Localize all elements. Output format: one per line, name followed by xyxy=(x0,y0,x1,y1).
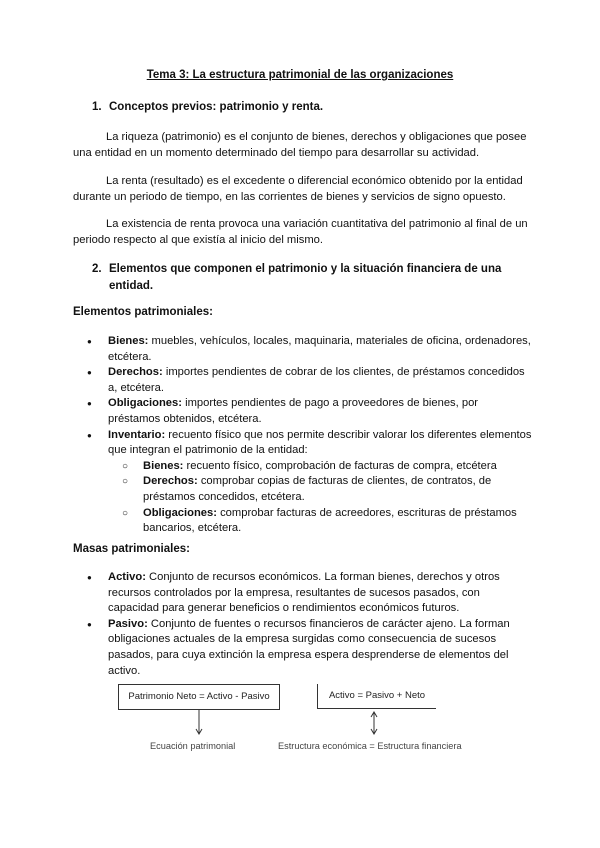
definition: importes pendientes de pago a proveedores de bienes, por préstamos obtenidos, etcétera. xyxy=(108,397,479,425)
definition: Conjunto de recursos económicos. La forman bienes, derechos y otros recursos controlados por la empresa, resultantes de sucesos pasados, con capacidad para generar beneficios o rendimientos económicos futuros. xyxy=(108,571,500,615)
term: Inventario: xyxy=(108,428,166,441)
section-2-title-line2: entidad. xyxy=(109,280,154,292)
term: Bienes: xyxy=(108,335,149,347)
section-2-number: 2. xyxy=(92,263,102,275)
caption-estructura: Estructura económica = Estructura financiera xyxy=(278,741,462,751)
term: Derechos: xyxy=(143,475,198,488)
definition: comprobar facturas de acreedores, escrituras de préstamos bancarios, etcétera. xyxy=(143,506,517,535)
paragraph-patrimonio: La riqueza (patrimonio) es el conjunto de bienes, derechos y obligaciones que posee una entidad en un momento determinado del tiempo para desarrollar su actividad. xyxy=(73,131,527,159)
double-arrow xyxy=(371,712,377,734)
term: Pasivo: xyxy=(108,617,148,630)
definition: muebles, vehículos, locales, maquinaria, materiales de oficina, ordenadores, etcétera. xyxy=(108,335,531,363)
down-arrow xyxy=(196,710,202,734)
equation-box-patrimonio: Patrimonio Neto = Activo - Pasivo xyxy=(118,684,280,710)
term: Bienes: xyxy=(143,459,184,472)
elementos-heading: Elementos patrimoniales: xyxy=(73,306,213,318)
term: Derechos: xyxy=(108,366,163,379)
equation-box-activo: Activo = Pasivo + Neto xyxy=(317,684,436,709)
term: Obligaciones: xyxy=(143,506,217,519)
definition: recuento físico que nos permite describir valorar los diferentes elementos que integran el patrimonio de la entidad: xyxy=(108,428,532,457)
term: Activo: xyxy=(108,571,146,583)
paragraph-variacion: La existencia de renta provoca una variación cuantitativa del patrimonio al final de un periodo respecto al que existía al inicio del mismo. xyxy=(73,218,528,246)
section-2-title-line1: Elementos que componen el patrimonio y la situación financiera de una xyxy=(109,263,502,275)
term: Obligaciones: xyxy=(108,397,182,410)
section-1-number: 1. xyxy=(92,101,102,113)
definition: importes pendientes de cobrar de los clientes, de préstamos concedidos a, etcétera. xyxy=(108,366,525,394)
caption-ecuacion-patrimonial: Ecuación patrimonial xyxy=(150,741,236,751)
section-1-title: Conceptos previos: patrimonio y renta. xyxy=(109,101,324,113)
definition: Conjunto de fuentes o recursos financieros de carácter ajeno. La forman obligaciones actuales de la empresa surgidas como consecuencia de sucesos pasados, para cuya extinción la empresa espera desprenderse de elementos del activo. xyxy=(108,617,510,677)
definition: comprobar copias de facturas de clientes, de contratos, de préstamos concedidos, etcétera. xyxy=(143,475,492,503)
paragraph-renta: La renta (resultado) es el excedente o diferencial económico obtenido por la entidad durante un periodo de tiempo, en las corrientes de bienes y servicios de signo opuesto. xyxy=(73,175,523,203)
masas-heading: Masas patrimoniales: xyxy=(73,543,190,555)
definition: recuento físico, comprobación de facturas de compra, etcétera xyxy=(183,459,497,472)
document-title: Tema 3: La estructura patrimonial de las organizaciones xyxy=(146,69,454,81)
